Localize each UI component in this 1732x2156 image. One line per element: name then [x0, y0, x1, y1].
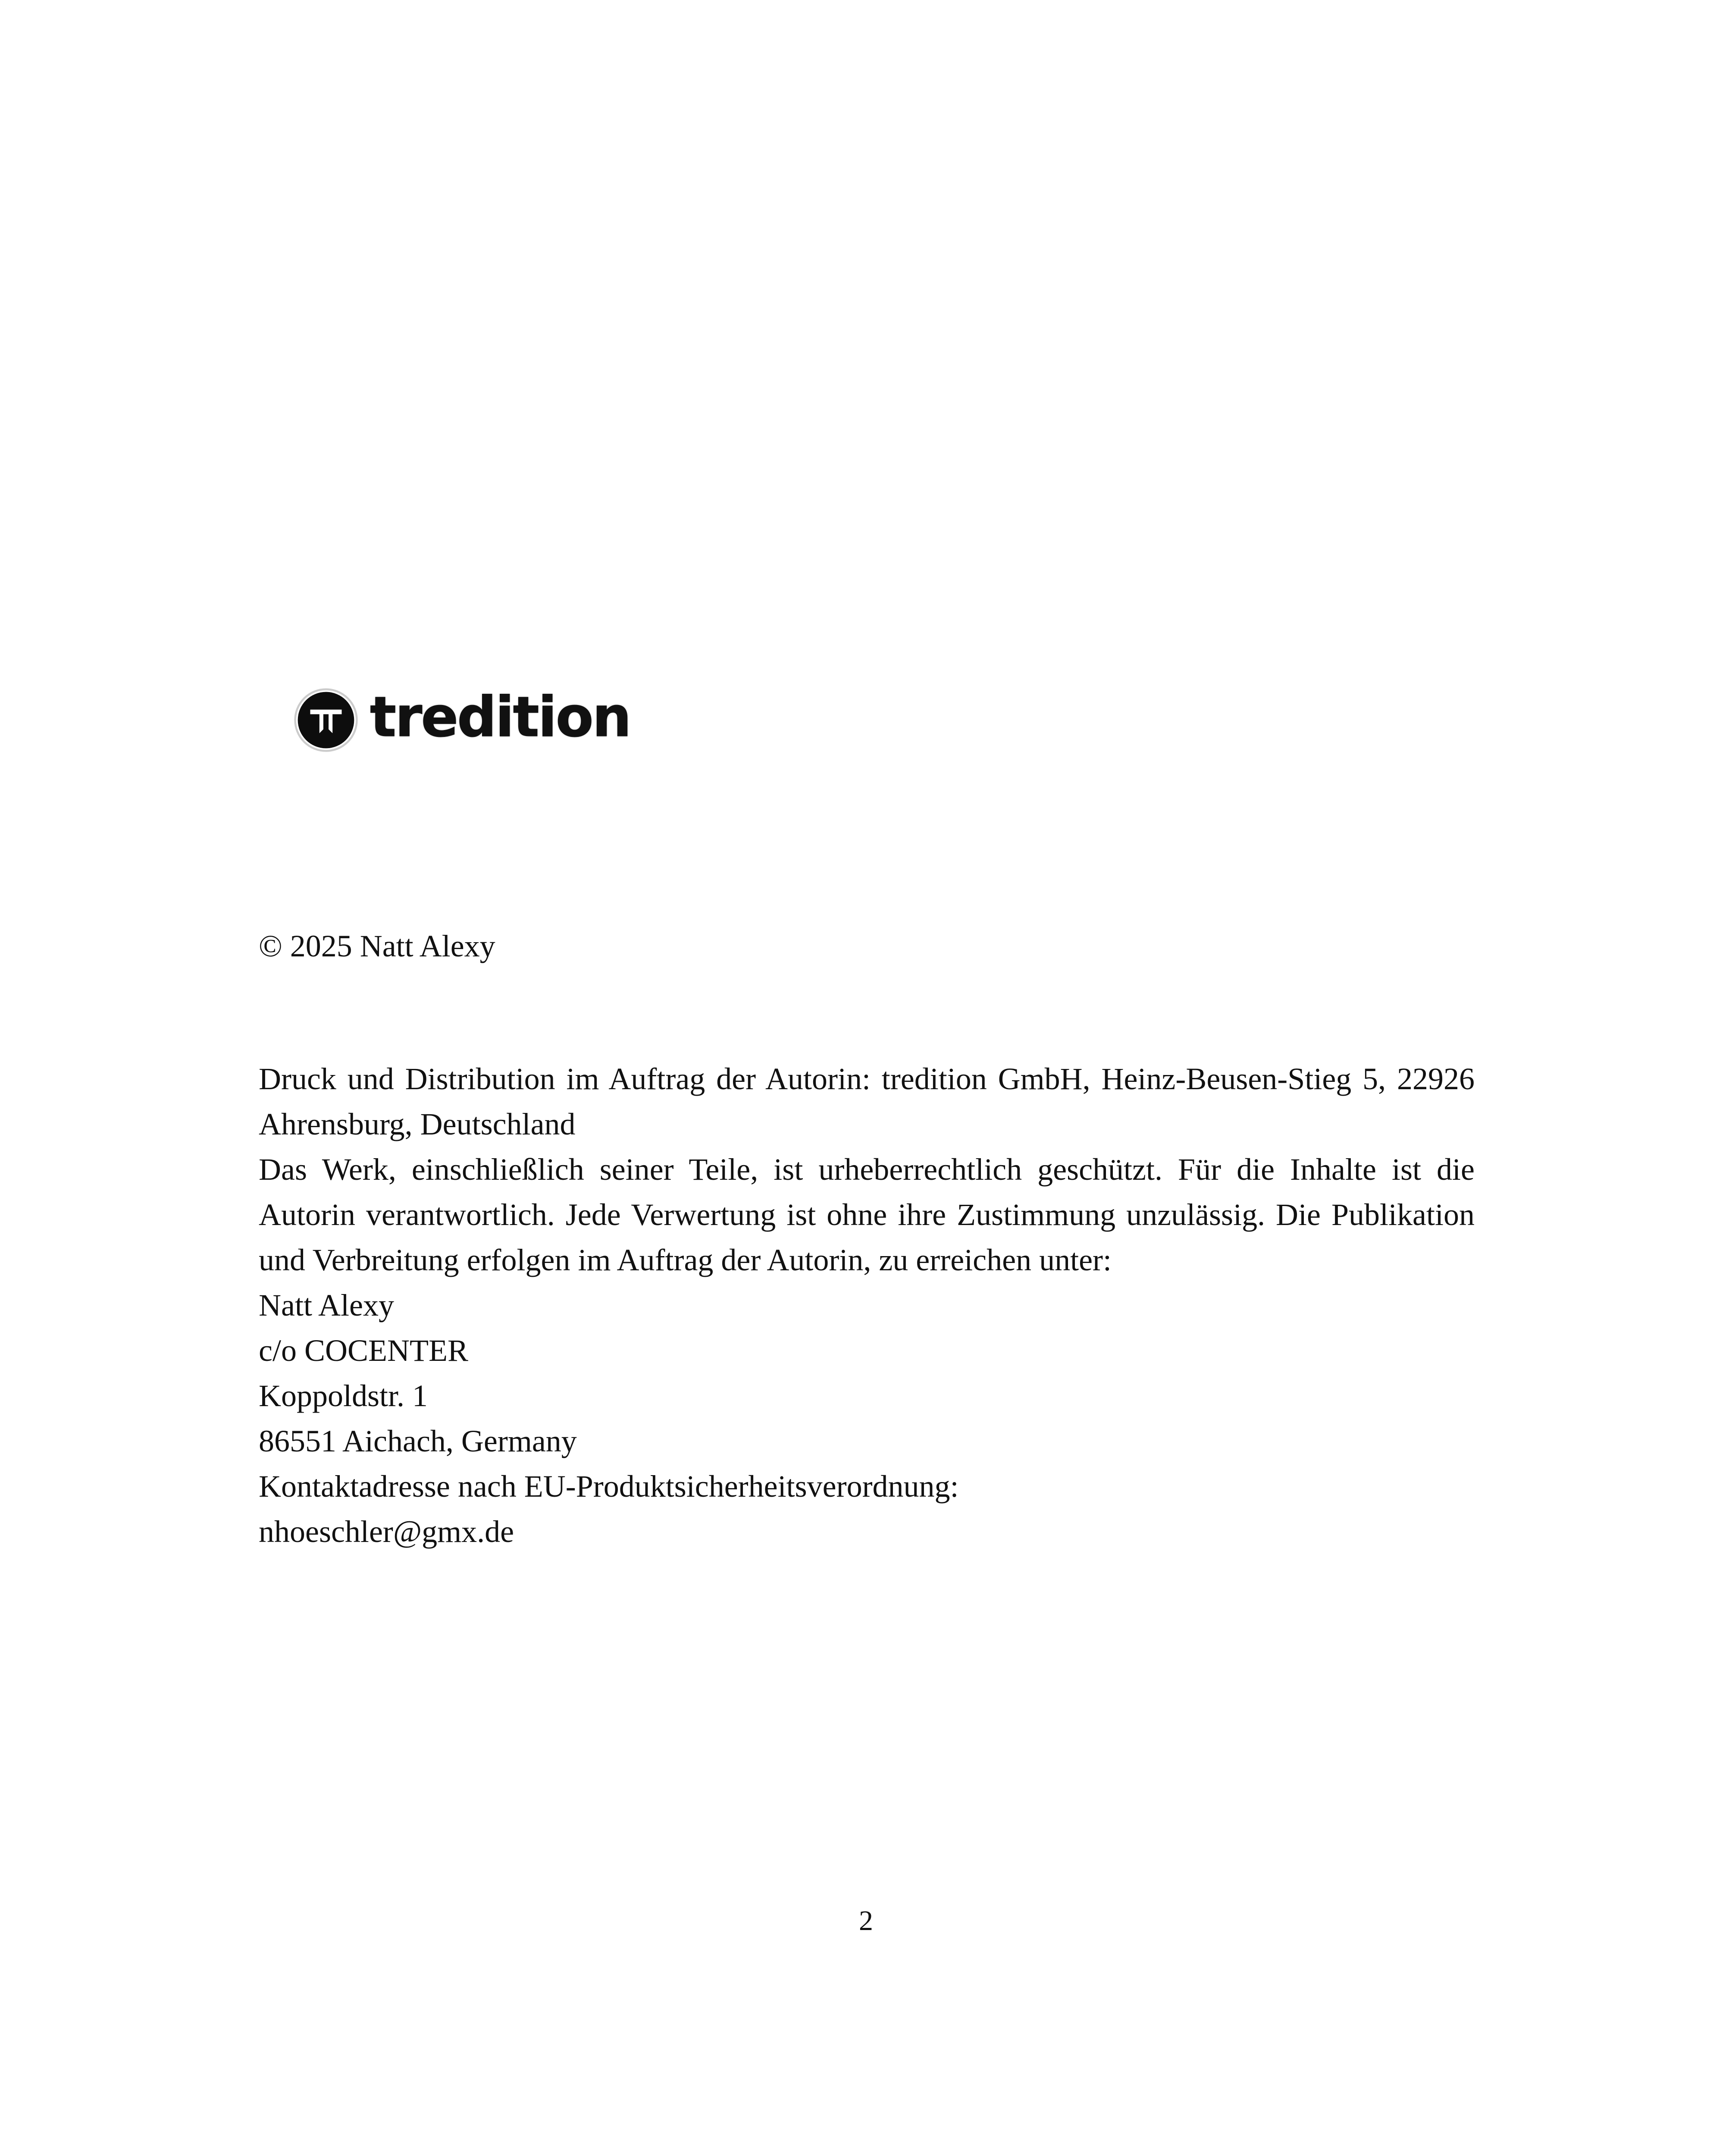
- address-line-street: Koppoldstr. 1: [259, 1379, 428, 1413]
- logo-wordmark: tredition: [370, 685, 630, 749]
- address-line-co: c/o COCENTER: [259, 1333, 468, 1368]
- rights-notice: Das Werk, einschließlich seiner Teile, ist urheberrechtlich geschützt. Für die Inhalte ist die Autorin verantwortlich. Jede Verwertung ist ohne ihre Zustimmung unzulässig. Die Publikation und Verbreitung erfolgen im Auftrag der Autorin, zu erreichen unter:: [259, 1152, 1475, 1277]
- contact-email: nhoeschler@gmx.de: [259, 1514, 514, 1549]
- copyright-notice: © 2025 Natt Alexy: [259, 929, 495, 963]
- page-number: 2: [859, 1905, 873, 1937]
- imprint-block: [259, 1056, 1475, 1554]
- address-line-name: Natt Alexy: [259, 1288, 394, 1322]
- publisher-logo: [293, 686, 630, 755]
- printing-notice: Druck und Distribution im Auftrag der Autorin: tredition GmbH, Heinz-Beusen-Stieg 5, 22926 Ahrensburg, Deutschland: [259, 1062, 1475, 1141]
- contact-label: Kontaktadresse nach EU-Produktsicherheitsverordnung:: [259, 1469, 959, 1504]
- address-line-city: 86551 Aichach, Germany: [259, 1424, 577, 1458]
- tredition-logo-mark-icon: [293, 687, 359, 753]
